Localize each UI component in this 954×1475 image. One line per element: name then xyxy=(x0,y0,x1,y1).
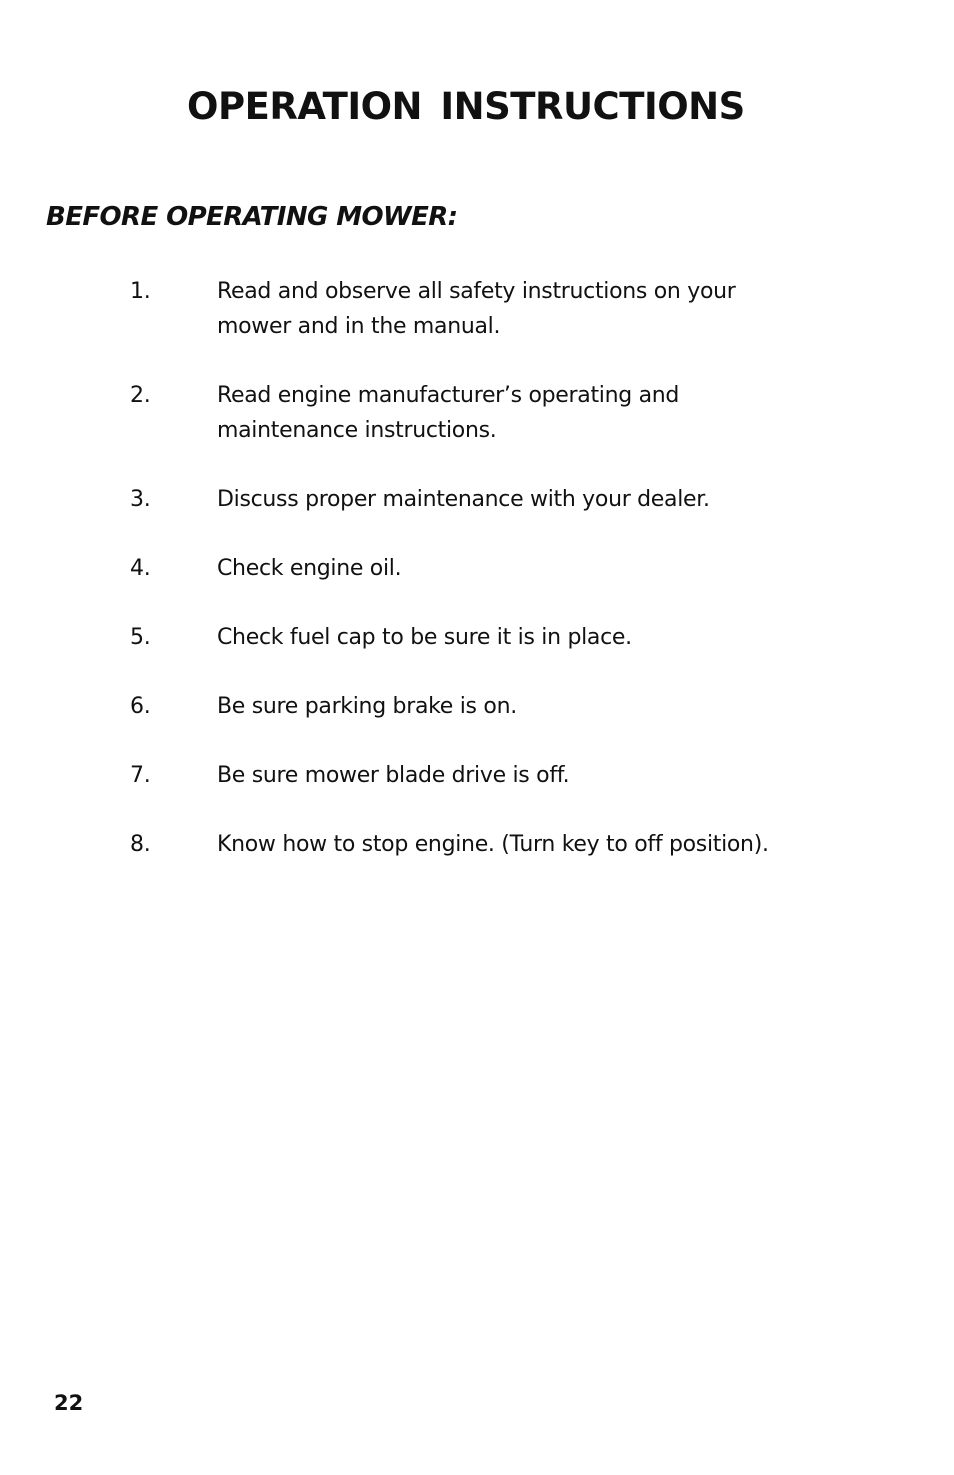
page-number: 22 xyxy=(54,1391,84,1415)
step-text: Be sure mower blade drive is off. xyxy=(217,763,570,788)
list-item xyxy=(130,689,890,758)
step-number: 7. xyxy=(130,763,151,788)
step-text: Be sure parking brake is on. xyxy=(217,694,517,719)
step-text: Check fuel cap to be sure it is in place. xyxy=(217,625,632,650)
step-text: Check engine oil. xyxy=(217,556,402,581)
list-item xyxy=(130,551,890,620)
step-number: 4. xyxy=(130,556,151,581)
list-item xyxy=(130,620,890,689)
steps-list xyxy=(130,274,890,896)
step-number: 8. xyxy=(130,832,151,857)
page-title: OPERATION INSTRUCTIONS xyxy=(187,85,745,128)
list-item xyxy=(130,758,890,827)
step-text: Read engine manufacturer’s operating and maintenance instructions. xyxy=(217,383,680,443)
step-number: 1. xyxy=(130,279,151,304)
step-text: Read and observe all safety instructions on your mower and in the manual. xyxy=(217,279,736,339)
step-number: 2. xyxy=(130,383,151,408)
step-number: 3. xyxy=(130,487,151,512)
list-item xyxy=(130,482,890,551)
step-text: Know how to stop engine. (Turn key to off position). xyxy=(217,832,769,857)
list-item xyxy=(130,378,890,482)
step-text: Discuss proper maintenance with your dealer. xyxy=(217,487,710,512)
step-number: 5. xyxy=(130,625,151,650)
section-heading: BEFORE OPERATING MOWER: xyxy=(46,202,458,232)
list-item xyxy=(130,827,890,896)
step-number: 6. xyxy=(130,694,151,719)
list-item xyxy=(130,274,890,378)
